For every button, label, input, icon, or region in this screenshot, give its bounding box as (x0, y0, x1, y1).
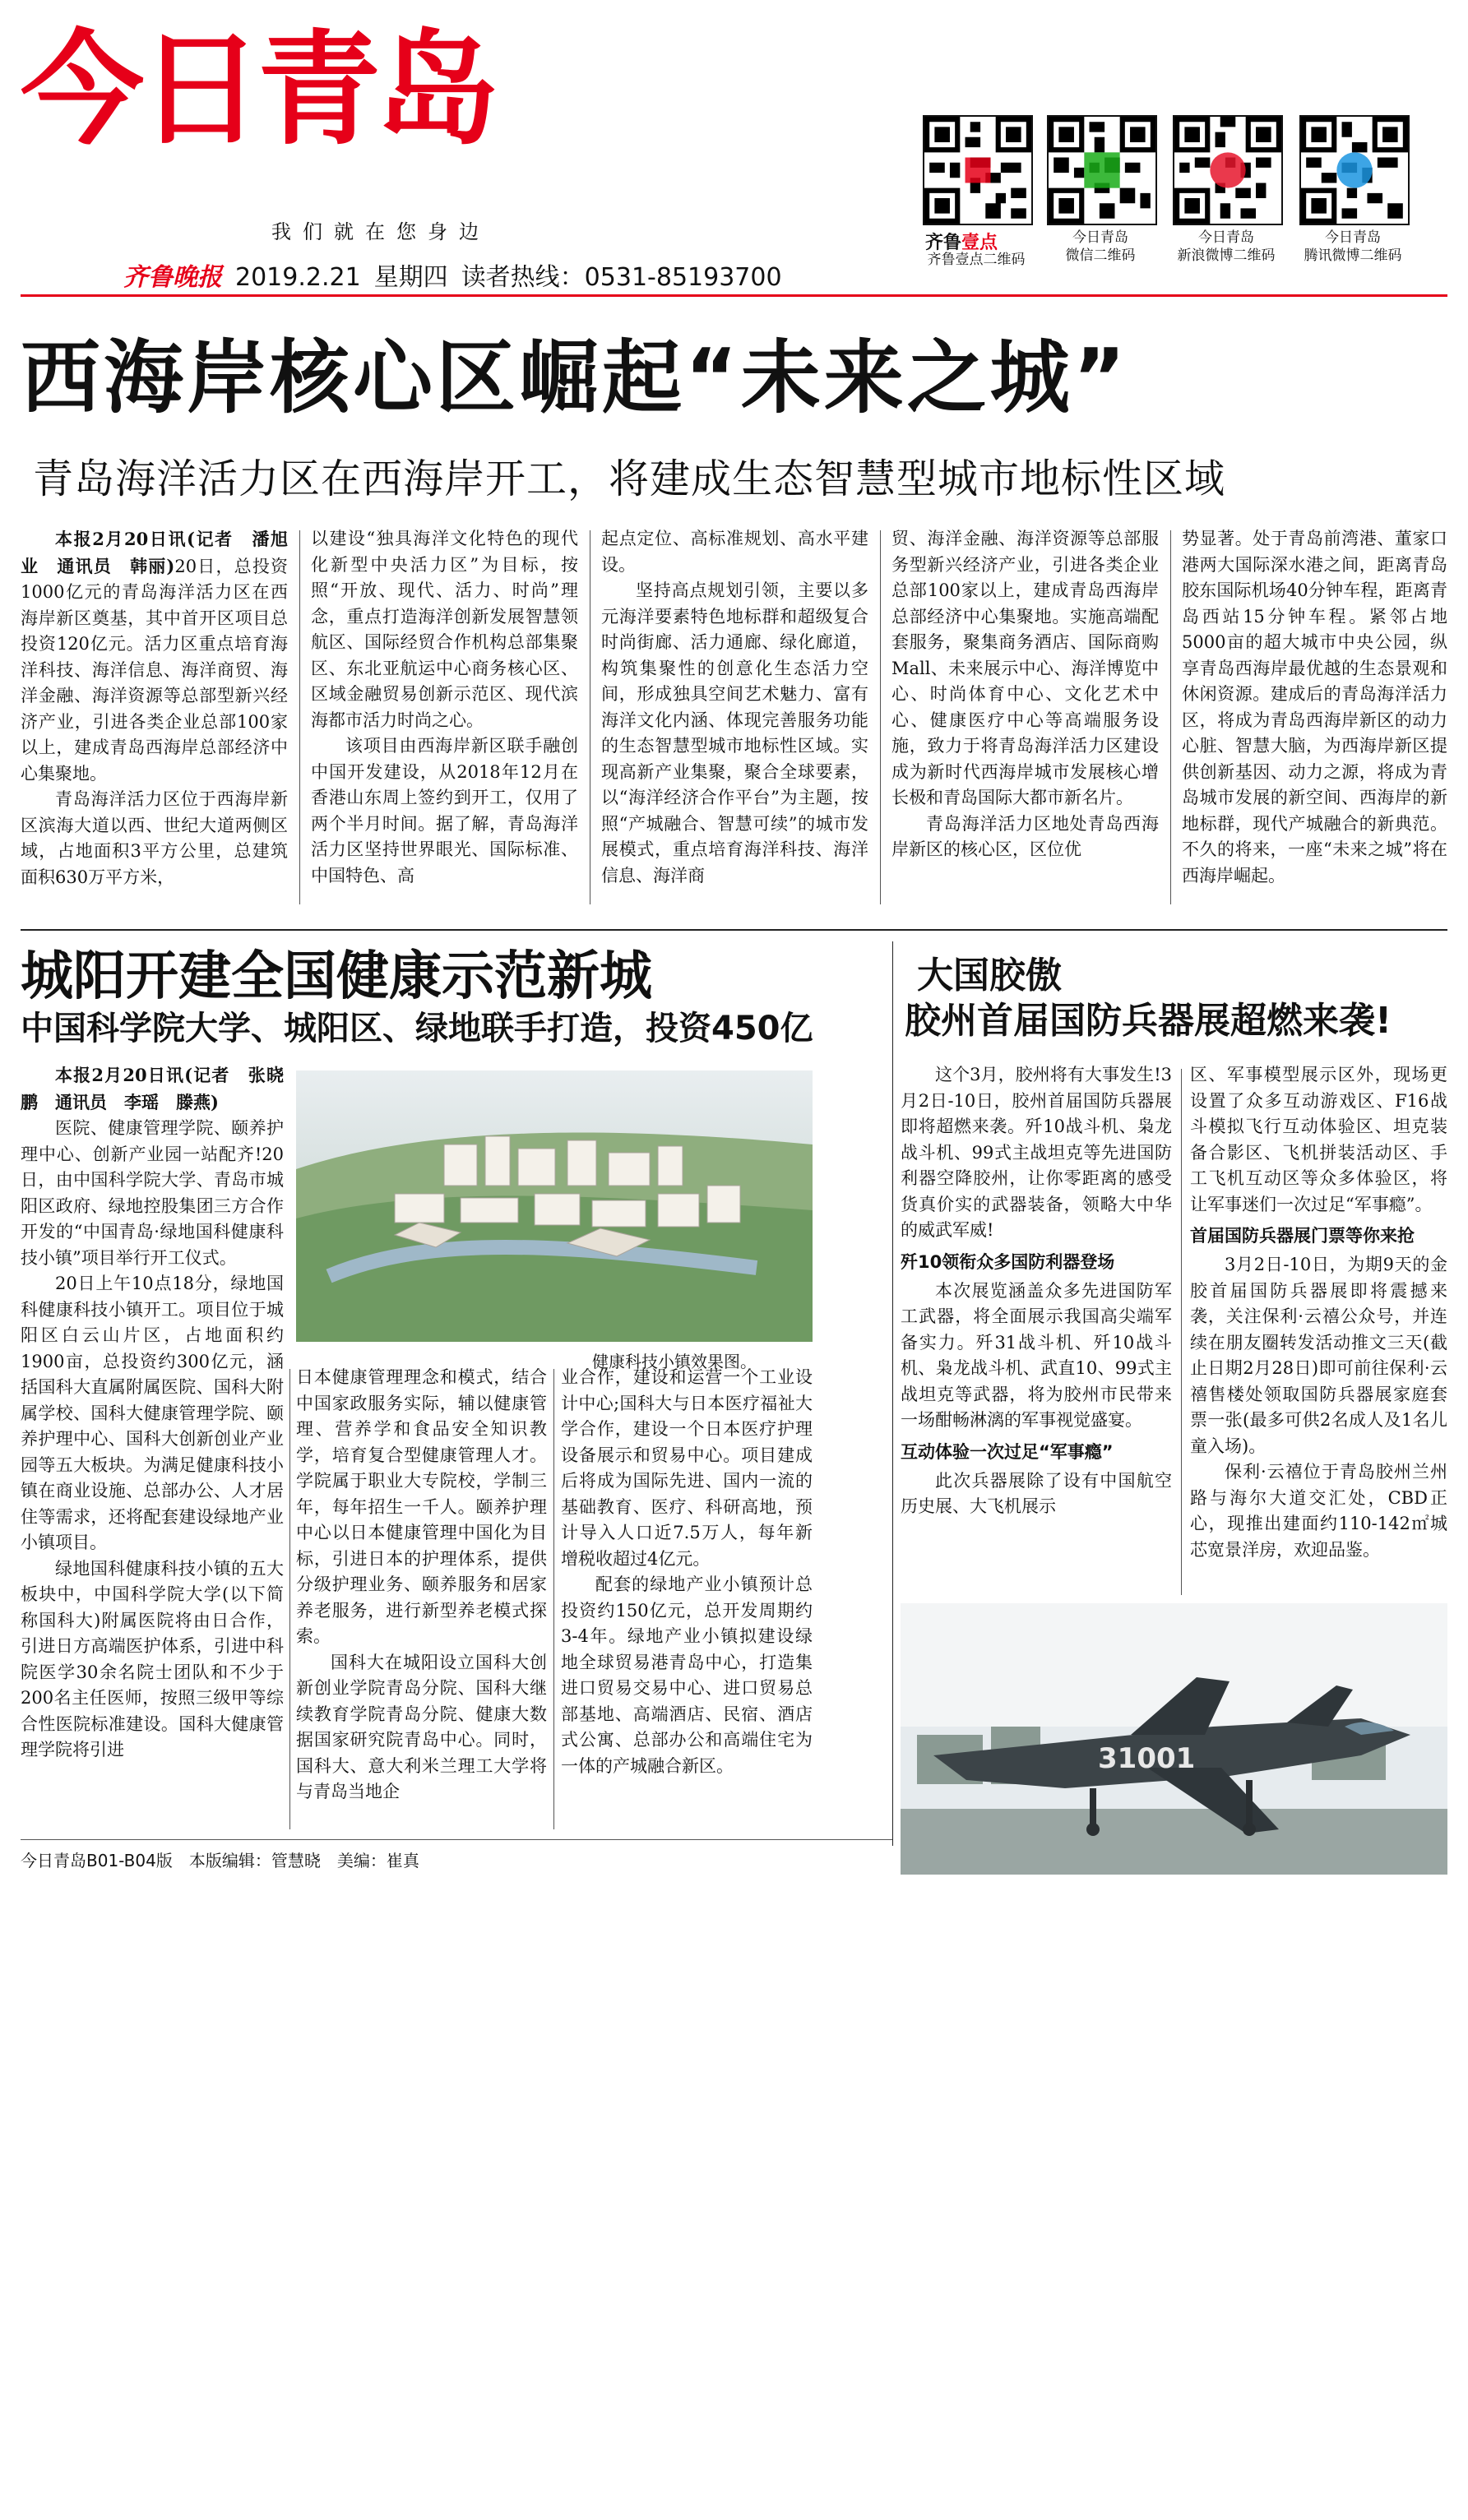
story3-subhead: 歼10领衔众多国防利器登场 (901, 1251, 1115, 1272)
masthead-rule (21, 294, 1447, 297)
masthead-info-row (123, 257, 795, 293)
story3-column-1-body (901, 1062, 1172, 1520)
masthead-title: 今日青岛 (21, 19, 495, 162)
story2-column-2 (296, 1365, 547, 1806)
story1-paragraph: 以建设“独具海洋文化特色的现代化新型中央活力区”为目标，按照“开放、现代、活力、时尚”理念，重点打造海洋创新发展智慧领航区、国际经贸合作机构总部集聚区、东北亚航运中心商务核心区、区域金融贸易创新示范区、现代滨海都市活力时尚之心。 (311, 529, 578, 730)
story3-paragraph: 区、军事模型展示区外，现场更设置了众多互动游戏区、F16战斗模拟飞行互动体验区、坦克装备合影区、飞机拼装活动区、手工飞机互动区等众多体验区，将让军事迷们一次过足“军事瘾”。 (1190, 1065, 1447, 1214)
image-caption: 健康科技小镇效果图。 (592, 1352, 757, 1371)
publisher-logo: 齐鲁晚报 (123, 263, 222, 292)
story2-paragraph: 国科大在城阳设立国科大创新创业学院青岛分院、国科大继续教育学院青岛分院、健康大数据国家研究院青岛中心。同时，国科大、意大利米兰理工大学将与青岛当地企 (296, 1652, 547, 1801)
column-rule (553, 1369, 554, 1829)
reader-hotline: 读者热线：0531-85193700 (461, 263, 782, 292)
story3-paragraph: 此次兵器展除了设有中国航空历史展、大飞机展示 (901, 1470, 1172, 1516)
issue-weekday: 星期四 (373, 263, 448, 292)
story2-paragraph: 医院、健康管理学院、颐养护理中心、创新产业园一站配齐!20日，由中国科学院大学、青岛市城阳区政府、绿地控股集团三方合作开发的“中国青岛·绿地国科健康科技小镇”项目举行开工仪式。 (21, 1118, 284, 1268)
story3-headline-1: 大国胶傲 (917, 955, 1062, 996)
story1-byline: 本报2月20日讯(记者 潘旭业 通讯员 韩丽) (21, 529, 288, 576)
story3-subhead: 首届国防兵器展门票等你来抢 (1190, 1226, 1415, 1246)
section-rule (892, 941, 893, 1846)
column-rule (1170, 530, 1171, 904)
qr-icon (1049, 117, 1155, 224)
column-rule (289, 1369, 290, 1829)
story1-subheadline: 青岛海洋活力区在西海岸开工，将建成生态智慧型城市地标性区域 (33, 455, 1226, 502)
qr-code-qilu[interactable] (923, 115, 1033, 225)
qr-icon (924, 117, 1031, 224)
qr-label-qilu: 齐鲁壹点二维码 (927, 252, 1026, 268)
story2-paragraph: 日本健康管理理念和模式，结合中国家政服务实际，辅以健康管理、营养学和食品安全知识教学，培育复合型健康管理人才。学院属于职业大专院校，学制三年，每年招生一千人。颐养护理中心以日本健康管理中国化为目标，引进日本的护理体系，提供分级护理业务、颐养服务和居家养老服务，进行新型养老模式探索。 (296, 1367, 547, 1646)
story2-subheadline: 中国科学院大学、城阳区、绿地联手打造，投资450亿 (21, 1010, 813, 1047)
story1-paragraph: 贸、海洋金融、海洋资源等总部服务型新兴经济产业，引进各类企业总部100家以上，建成青岛西海岸总部经济中心集聚地。实施高端配套服务，聚集商务酒店、国际商购Mall、未来展示中心、海洋博览中心、时尚体育中心、文化艺术中心、健康医疗中心等高端服务设施，致力于将青岛海洋活力区建设成为新时代西海岸城市发展核心增长极和青岛国际大都市新名片。 (891, 529, 1159, 807)
story2-paragraph: 绿地国科健康科技小镇的五大板块中，中国科学院大学(以下简称国科大)附属医院将由日合作，引进日方高端医护体系，引进中科院医学30余名院士团队和不少于200名主任医师，按照三级甲等综合性医院标准建设。国科大健康管理学院将引进 (21, 1558, 284, 1759)
footer-section: 今日青岛B01-B04版 (21, 1851, 173, 1870)
story1-column-3 (601, 526, 868, 889)
story1-paragraph: 起点定位、高标准规划、高水平建设。 (601, 529, 868, 575)
footer-art-editor: 美编：崔真 (336, 1851, 419, 1870)
story1-paragraph: 势显著。处于青岛前湾港、董家口港两大国际深水港之间，距离青岛胶东国际机场40分钟车程，距离青岛西站15分钟车程。紧邻占地5000亩的超大城市中央公园，纵享青岛西海岸最优越的生态景观和休闲资源。建成后的青岛海洋活力区，将成为青岛西海岸新区的动力心脏、智慧大脑，为西海岸新区提供创新基因、动力之源，将成为青岛城市发展的新空间、西海岸的新地标群，现代产城融合的新典范。不久的将来，一座“未来之城”将在西海岸崛起。 (1182, 529, 1447, 885)
qilu-logo-accent: 壹点 (961, 233, 998, 253)
story1-column-1 (21, 526, 288, 890)
column-rule (880, 530, 881, 904)
story3-paragraph: 保利·云禧位于青岛胶州兰州路与海尔大道交汇处，CBD正心，现推出建面约110-142㎡城芯宽景洋房，欢迎品鉴。 (1190, 1462, 1447, 1560)
column-rule (299, 530, 300, 904)
footer-rule (21, 1839, 892, 1840)
page-footer (21, 1847, 436, 1871)
qr-label-tencent-weibo: 今日青岛 腾讯微博二维码 (1304, 229, 1402, 264)
story3-paragraph: 这个3月，胶州将有大事发生!3月2日-10日，胶州首届国防兵器展即将超燃来袭。歼10战斗机、枭龙战斗机、99式主战坦克等先进国防利器空降胶州，让你零距离的感受货真价实的武器装备，领略大中华的威武军威! (901, 1065, 1172, 1240)
story2-headline: 城阳开建全国健康示范新城 (21, 946, 652, 1007)
section-divider (21, 929, 1447, 931)
masthead-slogan: 我们就在您身边 (271, 220, 490, 243)
story1-paragraph: 青岛海洋活力区位于西海岸新区滨海大道以西、世纪大道两侧区域，占地面积3平方公里，总建筑面积630万平方米， (21, 789, 288, 887)
story1-column-5 (1182, 526, 1447, 889)
jet-number: 31001 (1098, 1742, 1196, 1775)
story2-column-1 (21, 1062, 284, 1764)
qr-code-tencent-weibo[interactable] (1299, 115, 1410, 225)
story2-paragraph: 20日上午10点18分，绿地国科健康科技小镇开工。项目位于城阳区白云山片区，占地面积约1900亩，总投资约300亿元，涵括国科大直属附属医院、国科大附属学校、国科大健康管理学院、颐养护理中心、国科大创新创业产业园等五大板块。为满足健康科技小镇在商业设施、总部办公、人才居住等需求，还将配套建设绿地产业小镇项目。 (21, 1274, 284, 1552)
qr-code-wechat[interactable] (1047, 115, 1157, 225)
story3-paragraph: 本次展览涵盖众多先进国防军工武器，将全面展示我国高尖端军备实力。歼31战斗机、歼10战斗机、枭龙战斗机、武直10、99式主战坦克等武器，将为胶州市民带来一场酣畅淋漓的军事视觉盛宴。 (901, 1280, 1172, 1430)
rendering-image (296, 1070, 813, 1342)
story1-paragraph: 坚持高点规划引领，主要以多元海洋要素特色地标群和超级复合时尚街廊、活力通廊、绿化廊道，构筑集聚性的创意化生态活力空间，形成独具空间艺术魅力、富有海洋文化内涵、体现完善服务功能的生态智慧型城市地标性区域。实现高新产业集聚，聚合全球要素，以“海洋经济合作平台”为主题，按照“产城融合、智慧可续”的城市发展模式，重点培育海洋科技、海洋信息、海洋商 (601, 580, 868, 885)
story1-column-4 (891, 526, 1159, 863)
story2-byline: 本报2月20日讯(记者 张晓鹏 通讯员 李瑶 滕燕) (21, 1065, 284, 1112)
story1-paragraph: 该项目由西海岸新区联手融创中国开发建设，从2018年12月在香港山东周上签约到开工，仅用了两个半月时间。据了解，青岛海洋活力区坚持世界眼光、国际标准、中国特色、高 (311, 736, 578, 885)
qilu-app-logo: 齐鲁壹点 (925, 233, 998, 253)
story3-headline-2: 胶州首届国防兵器展超燃来袭! (905, 1000, 1392, 1042)
fighter-jet-photo (901, 1603, 1447, 1875)
qr-code-sina-weibo[interactable] (1173, 115, 1283, 225)
story2-paragraph: 业合作，建设和运营一个工业设计中心;国科大与日本医疗福祉大学合作，建设一个日本医疗护理设备展示和贸易中心。项目建成后将成为国际先进、国内一流的基础教育、医疗、科研高地，预计导入人口近7.5万人，每年新增税收超过4亿元。 (561, 1367, 813, 1569)
qr-icon (1301, 117, 1408, 224)
story2-paragraph: 配套的绿地产业小镇预计总投资约150亿元，总开发周期约3-4年。绿地产业小镇拟建设绿地全球贸易港青岛中心，打造集进口贸易交易中心、进口贸易总部基地、高端酒店、民宿、酒店式公寓、总部办公和高端住宅为一体的产城融合新区。 (561, 1574, 813, 1776)
town-rendering-illustration (296, 1070, 813, 1342)
qr-icon (1174, 117, 1281, 224)
story1-headline: 西海岸核心区崛起“未来之城” (21, 331, 1129, 424)
issue-date: 2019.2.21 (235, 263, 361, 292)
story1-paragraph: 20日，总投资1000亿元的青岛海洋活力区在西海岸新区奠基，其中首开区项目总投资120亿元。活力区重点培育海洋科技、海洋信息、海洋商贸、海洋金融、海洋资源等总部型新兴经济产业，引进各类企业总部100家以上，建成青岛西海岸总部经济中心集聚地。 (21, 556, 288, 784)
jet-illustration (901, 1603, 1447, 1875)
story1-paragraph: 青岛海洋活力区地处青岛西海岸新区的核心区，区位优 (891, 813, 1159, 859)
story3-paragraph: 3月2日-10日，为期9天的金胶首届国防兵器展即将震撼来袭，关注保利·云禧公众号，并连续在朋友圈转发活动推文三天(截止日期2月28日)即可前往保利·云禧售楼处领取国防兵器展家庭套票一张(最多可供2名成人及1名儿童入场)。 (1190, 1255, 1447, 1456)
story3-column-2 (1190, 1062, 1447, 1563)
qr-label-wechat: 今日青岛 微信二维码 (1065, 229, 1136, 264)
story1-column-2 (311, 526, 578, 889)
story3-subhead: 互动体验一次过足“军事瘾” (901, 1441, 1114, 1462)
column-rule (1181, 1069, 1182, 1595)
story2-column-3 (561, 1365, 813, 1779)
footer-editor: 本版编辑：管慧晓 (188, 1851, 321, 1870)
qr-label-sina-weibo: 今日青岛 新浪微博二维码 (1177, 229, 1276, 264)
